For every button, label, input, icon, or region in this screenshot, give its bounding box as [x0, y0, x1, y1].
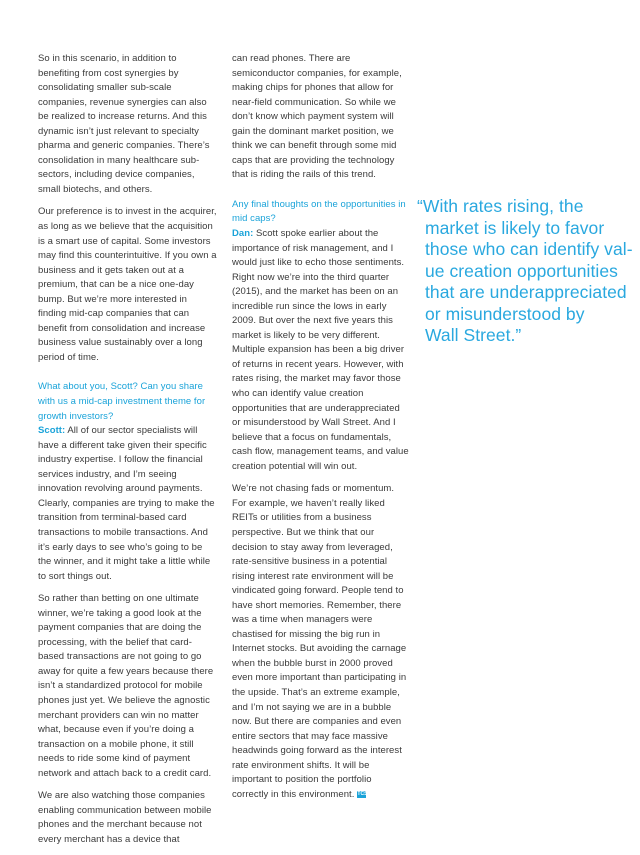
- body-paragraph: So in this scenario, in addition to benefiting from cost synergies by consolidating smaller sub-scale companies, revenue synergies can also be realized to increase returns. And this dynamic isn’t just relevant to specialty pharma and generic companies. There’s consolidation in many healthcare sub-sectors, including device companies, small biotechs, and others.: [38, 53, 210, 195]
- body-paragraph: So rather than betting on one ultimate winner, we’re taking a good look at the payment companies that are doing the processing, with the belief that card-based transactions are not going to go away for quite a few years because there isn’t a standardized protocol for mobile phones just yet. We believe the agnostic merchant providers can win no matter what, because even if you’re doing a transaction on a mobile phone, it still needs to ride some kind of payment network and attach back to a credit card.: [38, 593, 214, 779]
- body-paragraph: [232, 482, 410, 802]
- right-column: [417, 196, 633, 347]
- pull-quote-line: that are underappreciated: [425, 282, 627, 302]
- pull-quote-line: Wall Street.”: [425, 325, 522, 345]
- body-paragraph: We are also watching those companies enabling communication between mobile phones and the merchant because not every merchant has a device that: [38, 790, 212, 845]
- answer-text: All of our sector specialists will have a different take given their specific industry expertise. I follow the financial services industry, and I’m seeing innovation revolving around payments. Clearly, companies are trying to make the transition from terminal-based card transactions to mobile transactions. And it’s early days to see who’s going to be the winner, and it might take a little while to sort things out.: [38, 425, 215, 582]
- middle-column: [232, 52, 410, 810]
- pull-quote-line: ue creation opportunities: [425, 260, 618, 281]
- answer-paragraph: [38, 424, 218, 584]
- pull-quote-line: those who can identify val-: [425, 239, 633, 259]
- interview-question: What about you, Scott? Can you share with us a mid-cap investment theme for growth investors?: [38, 381, 206, 422]
- pull-quote-line: market is likely to favor: [425, 217, 605, 238]
- speaker-label: Scott:: [38, 425, 66, 437]
- left-column: [38, 52, 218, 855]
- pull-quote-line: or misunderstood by: [425, 303, 585, 324]
- end-of-article-icon: TCS: [357, 790, 368, 797]
- pull-quote-line: “With rates rising, the: [417, 196, 584, 216]
- pull-quote: [417, 196, 633, 347]
- answer-paragraph: [232, 227, 410, 474]
- answer-text: Scott spoke earlier about the importance of risk management, and I would just like to echo those sentiments. Right now we’re into the third quarter (2015), and the market has been on an incredible run since the lows in early 2009. But over the next five years this market is likely to be very different. Multiple expansion has been a big driver of returns in recent years. However, with rates rising, the market may favor those who can identify value creation opportunities that are underappreciated or misunderstood by Wall Street. And I believe that a focus on fundamentals, cash flow, management teams, and value creation potential will win out.: [232, 228, 409, 472]
- body-paragraph: can read phones. There are semiconductor companies, for example, making chips for phones that allow for near-field communication. So while we don’t know which payment system will gain the dominant market position, we think we can benefit through some mid caps that are providing the technology that is riding the rails of this trend.: [232, 53, 402, 181]
- interview-question: Any final thoughts on the opportunities in mid caps?: [232, 198, 406, 225]
- closing-text: We’re not chasing fads or momentum. For example, we haven’t really liked REITs or utilities from a business perspective. But we think that our decision to stay away from leveraged, rate-sensitive business in a potential rising interest rate environment will be vindicated going forward. People tend to have short memories. Remember, there was a time when managers were chastised for missing the big run in Internet stocks. But avoiding the carnage when the bubble burst in 2000 proved even more important than participating in the upside. That’s an extreme example, and I’m not saying we are in a bubble now. But there are companies and even entire sectors that may face massive headwinds going forward as the interest rate environment shifts. It will be important to position the portfolio correctly in this environment.: [232, 483, 407, 800]
- body-paragraph: Our preference is to invest in the acquirer, as long as we believe that the acquisition is a smart use of capital. Some investors may find this counterintuitive. If you own a business and it gets taken out at a premium, that can be a nice one-day bump. But we’re more interested in finding mid-cap companies that can benefit from consolidation and increase business value sustainably over a long period of time.: [38, 206, 217, 363]
- speaker-label: Dan:: [232, 228, 254, 240]
